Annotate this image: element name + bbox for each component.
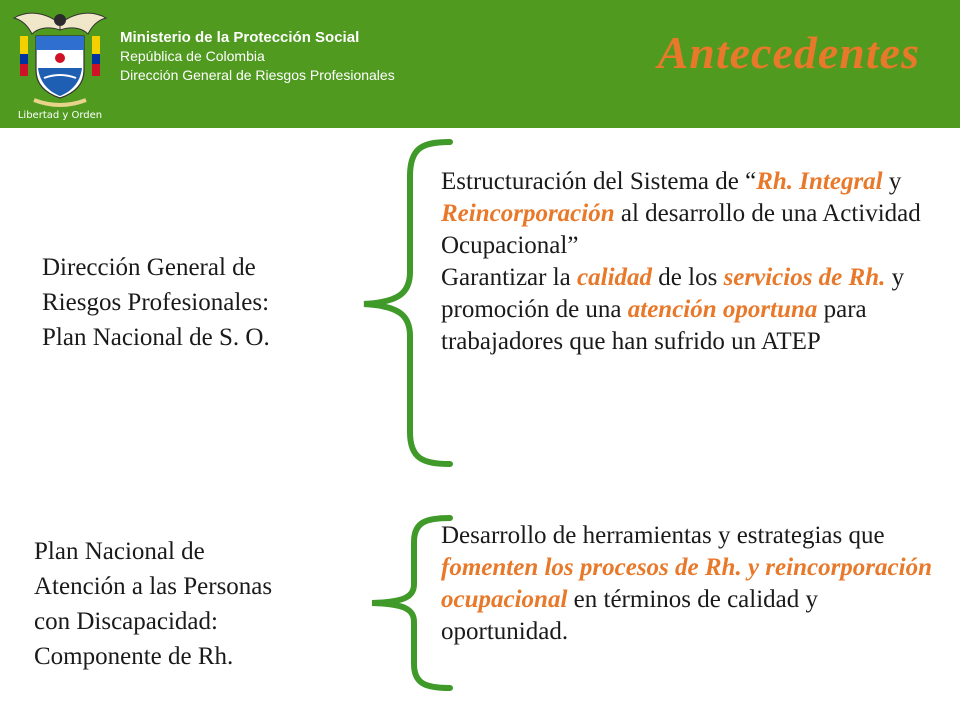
highlight-text: calidad: [577, 264, 653, 291]
text-run: al desarrollo de una Actividad Ocupacional”: [441, 200, 921, 259]
text-run: de los: [652, 264, 724, 291]
section2-right-text: [441, 520, 941, 648]
section2-left-line: con Discapacidad:: [34, 608, 218, 635]
highlight-text: Rh.: [756, 168, 794, 195]
section2-left-line: Atención a las Personas: [34, 573, 273, 600]
motto-text: Libertad y Orden: [17, 110, 103, 121]
text-run: Desarrollo de herramientas y estrategias que: [441, 522, 885, 549]
text-run: Garantizar la: [441, 264, 578, 291]
text-run: y: [882, 168, 902, 195]
coat-of-arms-icon: [8, 6, 112, 122]
section2-left-line: Componente de Rh.: [34, 643, 234, 670]
republic-name: República de Colombia: [120, 48, 265, 64]
section2-left-line: Plan Nacional de: [34, 538, 205, 565]
highlight-text: Integral: [799, 168, 883, 195]
text-run: para trabajadores que han sufrido un ATEP: [441, 296, 867, 355]
ministry-block: [120, 28, 395, 85]
highlight-text: servicios de Rh.: [723, 264, 886, 291]
development-paragraph: [441, 520, 941, 648]
highlight-text: atención oportuna: [627, 296, 818, 323]
section1-left-line: Riesgos Profesionales:: [42, 289, 270, 316]
section1-left-line: Dirección General de: [42, 254, 256, 281]
highlight-text: Reincorporación: [441, 200, 615, 227]
direction-name: Dirección General de Riesgos Profesionales: [120, 67, 395, 83]
guarantee-paragraph: [441, 262, 946, 358]
highlight-text: fomenten los procesos de Rh. y reincorporación ocupacional: [441, 554, 932, 613]
ministry-name: Ministerio de la Protección Social: [120, 29, 360, 46]
text-run: en términos de calidad y oportunidad.: [441, 586, 819, 645]
section1-right-text: [441, 166, 946, 358]
page-title: Antecedentes: [657, 27, 920, 78]
section2-left-text: [34, 534, 272, 674]
section1-left-line: Plan Nacional de S. O.: [42, 324, 270, 351]
header-bar: [0, 0, 960, 128]
section1-left-text: [42, 250, 270, 355]
text-run: y promoción de una: [441, 264, 905, 323]
text-run: Estructuración del Sistema de “: [441, 168, 757, 195]
structuring-paragraph: [441, 166, 946, 262]
